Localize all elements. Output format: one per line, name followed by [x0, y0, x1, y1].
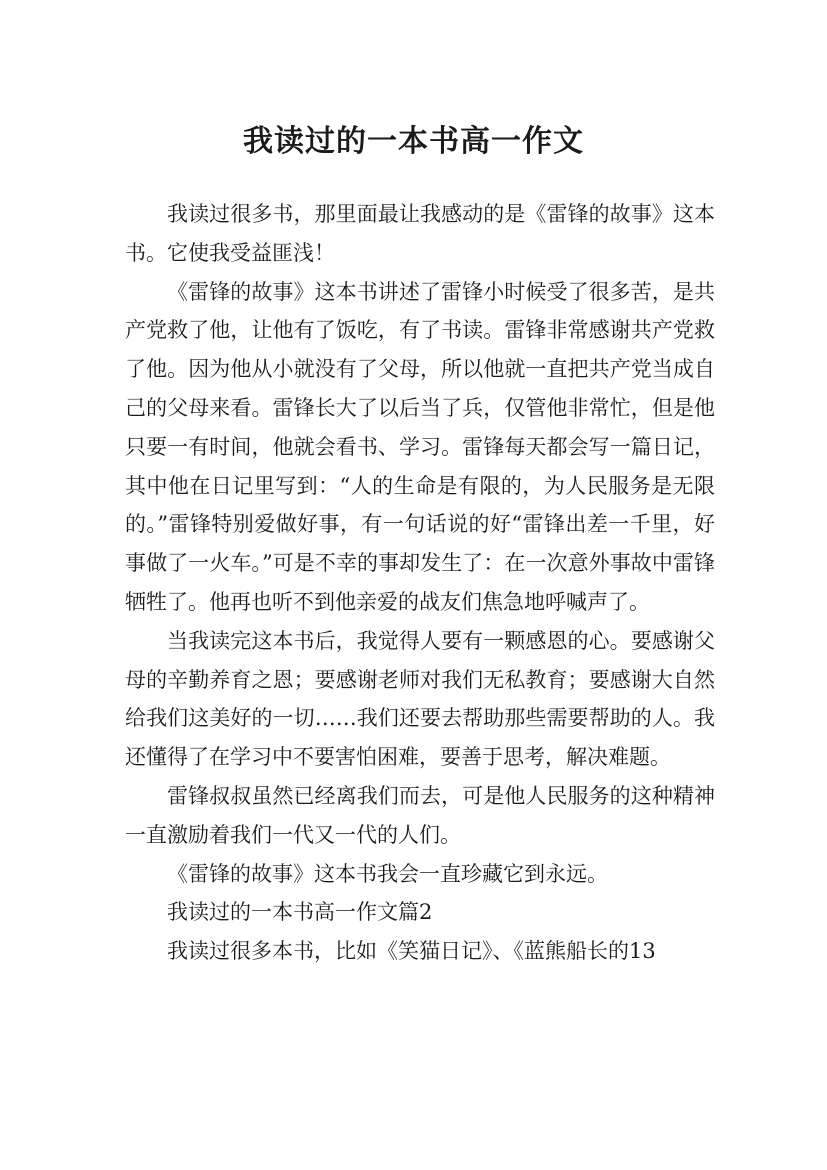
- paragraph-story-summary: 《雷锋的故事》这本书讲述了雷锋小时候受了很多苦，是共产党救了他，让他有了饭吃，有了书读。雷锋非常感谢共产党救了他。因为他从小就没有了父母，所以他就一直把共产党当成自己的父母来看。雷锋长大了以后当了兵，仅管他非常忙，但是他只要一有时间，他就会看书、学习。雷锋每天都会写一篇日记，其中他在日记里写到：“人的生命是有限的，为人民服务是无限的。”雷锋特别爱做好事，有一句话说的好“雷锋出差一千里，好事做了一火车。”可是不幸的事却发生了：在一次意外事故中雷锋牺牲了。他再也听不到他亲爱的战友们焦急地呼喊声了。: [125, 279, 715, 614]
- paragraph-spirit: 雷锋叔叔虽然已经离我们而去，可是他人民服务的这种精神一直激励着我们一代又一代的人们。: [125, 783, 715, 847]
- document-title: 我读过的一本书高一作文: [243, 124, 584, 160]
- paragraph-intro: 我读过很多书，那里面最让我感动的是《雷锋的故事》这本书。它使我受益匪浅！: [125, 202, 715, 265]
- document-body: [125, 195, 715, 971]
- section-heading-part-2: 我读过的一本书高一作文篇2: [167, 900, 433, 925]
- paragraph-reflection: 当我读完这本书后，我觉得人要有一颗感恩的心。要感谢父母的辛勤养育之恩；要感谢老师对我们无私教育；要感谢大自然给我们这美好的一切……我们还要去帮助那些需要帮助的人。我还懂得了在学习中不要害怕困难，要善于思考，解决难题。: [125, 628, 715, 770]
- paragraph-conclusion: 《雷锋的故事》这本书我会一直珍藏它到永远。: [167, 861, 608, 886]
- paragraph-part-2-start: 我读过很多本书，比如《笑猫日记》、《蓝熊船长的13: [167, 939, 656, 964]
